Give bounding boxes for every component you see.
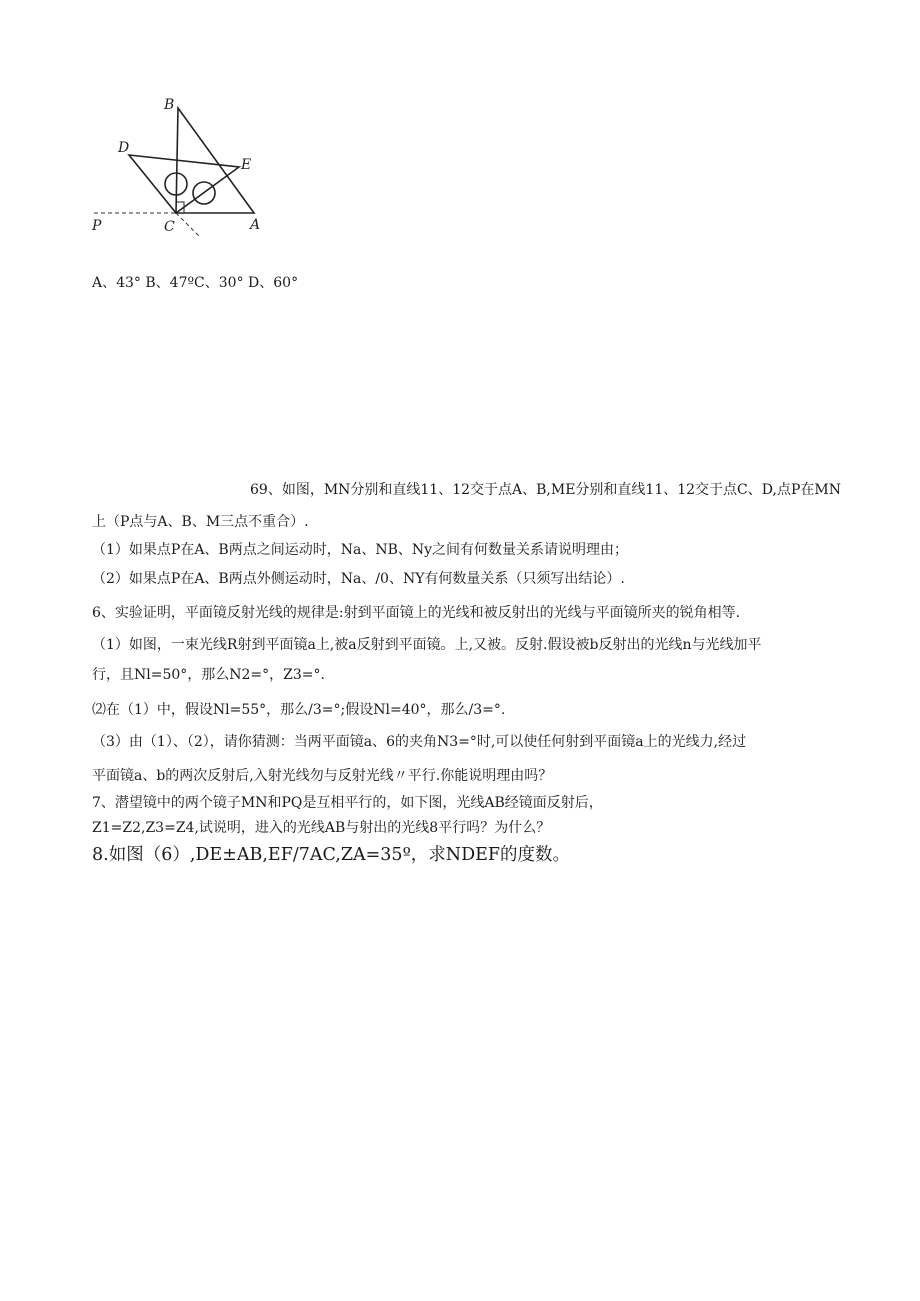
q69-part2: （2）如果点P在A、B两点外侧运动时，Na、/0、NY有何数量关系（只须写出结论）.	[92, 571, 625, 587]
answer-choices: A、43° B、47ºC、30° D、60°	[92, 275, 299, 291]
geometry-figure	[84, 92, 274, 242]
q7-line1: 7、潜望镜中的两个镜子MN和PQ是互相平行的，如下图，光线AB经镜面反射后，	[92, 795, 603, 811]
q69-text-line1: 69、如图，MN分别和直线11、12交于点A、B,ME分别和直线11、12交于点C、D,点P在MN	[250, 482, 841, 498]
label-d: D	[118, 140, 130, 156]
label-e: E	[241, 157, 252, 173]
q6-part3-line2: 平面镜a、b的两次反射后,入射光线勿与反射光线〃平行.你能说明理由吗？	[92, 768, 553, 784]
q6-part2: ⑵在（1）中，假设Nl=55°，那么/3=°;假设Nl=40°，那么/3=°.	[92, 702, 506, 718]
label-b: B	[164, 97, 175, 113]
label-a: A	[250, 217, 261, 233]
q8-text: 8.如图（6）,DE±AB,EF/7AC,ZA=35º，求NDEF的度数。	[92, 845, 571, 865]
q6-part3-line1: （3）由（1）、（2），请你猜测：当两平面镜a、6的夹角N3=°时,可以使任何射到平面镜a上的光线力,经过	[92, 734, 747, 750]
q6-intro: 6、实验证明，平面镜反射光线的规律是:射到平面镜上的光线和被反射出的光线与平面镜所夹的锐角相等.	[92, 605, 741, 621]
q7-line2: Z1=Z2,Z3=Z4,试说明，进入的光线AB与射出的光线8平行吗？为什么？	[92, 820, 551, 836]
dashed-line-c-extension	[176, 213, 200, 237]
q69-text-line2: 上（P点与A、B、M三点不重合）.	[92, 514, 309, 530]
q69-part1: （1）如果点P在A、B两点之间运动时，Na、NB、Ny之间有何数量关系请说明理由；	[92, 542, 629, 558]
label-c: C	[164, 219, 175, 235]
q6-part1-line2: 行，且Nl=50°，那么N2=°，Z3=°.	[92, 667, 325, 683]
q6-part1-line1: （1）如图，一束光线R射到平面镜a上,被a反射到平面镜。上,又被。反射.假设被b反射出的光线n与光线加平	[92, 637, 762, 653]
label-p: P	[92, 218, 102, 234]
triangle-diagram	[84, 92, 274, 242]
